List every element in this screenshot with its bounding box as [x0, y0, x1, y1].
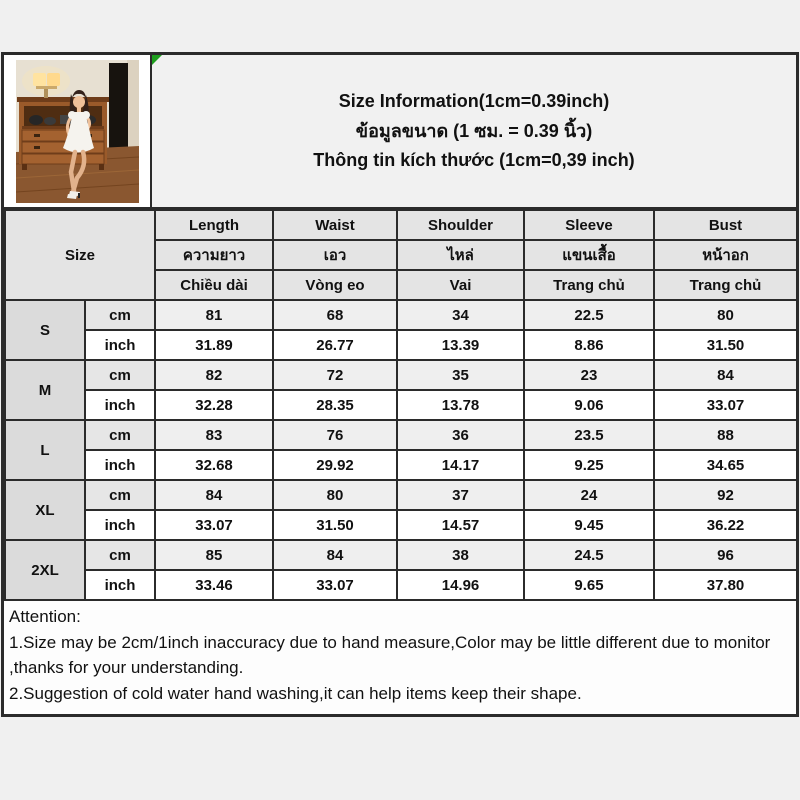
col-header-sleeve-vi: Trang chủ: [524, 270, 654, 300]
measurement-cell: 8.86: [524, 330, 654, 360]
col-header-shoulder-vi: Vai: [397, 270, 524, 300]
col-header-shoulder-th: ไหล่: [397, 240, 524, 270]
measurement-cell: 85: [155, 540, 273, 570]
measurement-cell: 23: [524, 360, 654, 390]
size-chart-table: [4, 209, 798, 601]
measurement-cell: 24: [524, 480, 654, 510]
col-header-bust-vi: Trang chủ: [654, 270, 797, 300]
size-label-m: M: [5, 360, 85, 420]
row-2xl-inch: [5, 570, 797, 600]
measurement-cell: 28.35: [273, 390, 397, 420]
unit-label: inch: [85, 510, 155, 540]
measurement-cell: 81: [155, 300, 273, 330]
header-band: [4, 55, 796, 209]
col-header-bust: Bust: [654, 210, 797, 240]
green-corner-flag-icon: [152, 55, 162, 65]
title-vietnamese: Thông tin kích thước (1cm=0,39 inch): [313, 150, 635, 171]
measurement-cell: 22.5: [524, 300, 654, 330]
measurement-cell: 31.50: [654, 330, 797, 360]
measurement-cell: 84: [155, 480, 273, 510]
col-header-bust-th: หน้าอก: [654, 240, 797, 270]
measurement-cell: 29.92: [273, 450, 397, 480]
measurement-cell: 9.45: [524, 510, 654, 540]
col-header-length-th: ความยาว: [155, 240, 273, 270]
measurement-cell: 14.96: [397, 570, 524, 600]
title-cell: [152, 55, 796, 207]
row-l-inch: [5, 450, 797, 480]
col-header-sleeve-th: แขนเสื้อ: [524, 240, 654, 270]
measurement-cell: 33.07: [155, 510, 273, 540]
size-label-2xl: 2XL: [5, 540, 85, 600]
size-label-xl: XL: [5, 480, 85, 540]
title-thai: ข้อมูลขนาด (1 ซม. = 0.39 นิ้ว): [355, 120, 593, 141]
attention-heading: Attention:: [9, 607, 81, 626]
measurement-cell: 36.22: [654, 510, 797, 540]
col-header-waist: Waist: [273, 210, 397, 240]
measurement-cell: 31.50: [273, 510, 397, 540]
measurement-cell: 68: [273, 300, 397, 330]
measurement-cell: 9.25: [524, 450, 654, 480]
row-2xl-cm: [5, 540, 797, 570]
measurement-cell: 84: [654, 360, 797, 390]
col-header-waist-vi: Vòng eo: [273, 270, 397, 300]
row-m-inch: [5, 390, 797, 420]
row-xl-cm: [5, 480, 797, 510]
unit-label: cm: [85, 360, 155, 390]
attention-section: [4, 601, 796, 714]
attention-line: 2.Suggestion of cold water hand washing,it can help items keep their shape.: [9, 683, 582, 703]
measurement-cell: 14.57: [397, 510, 524, 540]
measurement-cell: 33.07: [654, 390, 797, 420]
measurement-cell: 82: [155, 360, 273, 390]
size-chart-sheet: [1, 52, 799, 717]
unit-label: inch: [85, 330, 155, 360]
measurement-cell: 13.39: [397, 330, 524, 360]
measurement-cell: 24.5: [524, 540, 654, 570]
row-l-cm: [5, 420, 797, 450]
unit-label: cm: [85, 420, 155, 450]
measurement-cell: 84: [273, 540, 397, 570]
measurement-cell: 32.68: [155, 450, 273, 480]
measurement-cell: 32.28: [155, 390, 273, 420]
measurement-cell: 76: [273, 420, 397, 450]
size-label-s: S: [5, 300, 85, 360]
col-header-sleeve: Sleeve: [524, 210, 654, 240]
measurement-cell: 83: [155, 420, 273, 450]
unit-label: inch: [85, 570, 155, 600]
measurement-cell: 34: [397, 300, 524, 330]
size-corner-label: Size: [5, 210, 155, 300]
measurement-cell: 14.17: [397, 450, 524, 480]
measurement-cell: 96: [654, 540, 797, 570]
unit-label: cm: [85, 300, 155, 330]
unit-label: inch: [85, 450, 155, 480]
title-english: Size Information(1cm=0.39inch): [338, 91, 610, 112]
row-s-cm: [5, 300, 797, 330]
measurement-cell: 31.89: [155, 330, 273, 360]
product-photo: [16, 60, 139, 203]
col-header-length: Length: [155, 210, 273, 240]
unit-label: cm: [85, 540, 155, 570]
attention-line: 1.Size may be 2cm/1inch inaccuracy due to hand measure,Color may be little different due to monitor: [9, 632, 771, 652]
measurement-cell: 33.07: [273, 570, 397, 600]
measurement-cell: 72: [273, 360, 397, 390]
measurement-cell: 37.80: [654, 570, 797, 600]
row-xl-inch: [5, 510, 797, 540]
measurement-cell: 37: [397, 480, 524, 510]
col-header-shoulder: Shoulder: [397, 210, 524, 240]
measurement-cell: 35: [397, 360, 524, 390]
measurement-cell: 33.46: [155, 570, 273, 600]
product-photo-cell: [4, 55, 152, 207]
measurement-cell: 34.65: [654, 450, 797, 480]
measurement-cell: 9.65: [524, 570, 654, 600]
row-m-cm: [5, 360, 797, 390]
unit-label: inch: [85, 390, 155, 420]
col-header-waist-th: เอว: [273, 240, 397, 270]
measurement-cell: 36: [397, 420, 524, 450]
measurement-cell: 26.77: [273, 330, 397, 360]
measurement-cell: 13.78: [397, 390, 524, 420]
measurement-cell: 92: [654, 480, 797, 510]
measurement-cell: 88: [654, 420, 797, 450]
attention-line: ,thanks for your understanding.: [9, 658, 244, 677]
measurement-cell: 80: [273, 480, 397, 510]
header-row-english: [5, 210, 797, 240]
measurement-cell: 23.5: [524, 420, 654, 450]
measurement-cell: 80: [654, 300, 797, 330]
measurement-cell: 38: [397, 540, 524, 570]
col-header-length-vi: Chiều dài: [155, 270, 273, 300]
size-label-l: L: [5, 420, 85, 480]
row-s-inch: [5, 330, 797, 360]
measurement-cell: 9.06: [524, 390, 654, 420]
unit-label: cm: [85, 480, 155, 510]
